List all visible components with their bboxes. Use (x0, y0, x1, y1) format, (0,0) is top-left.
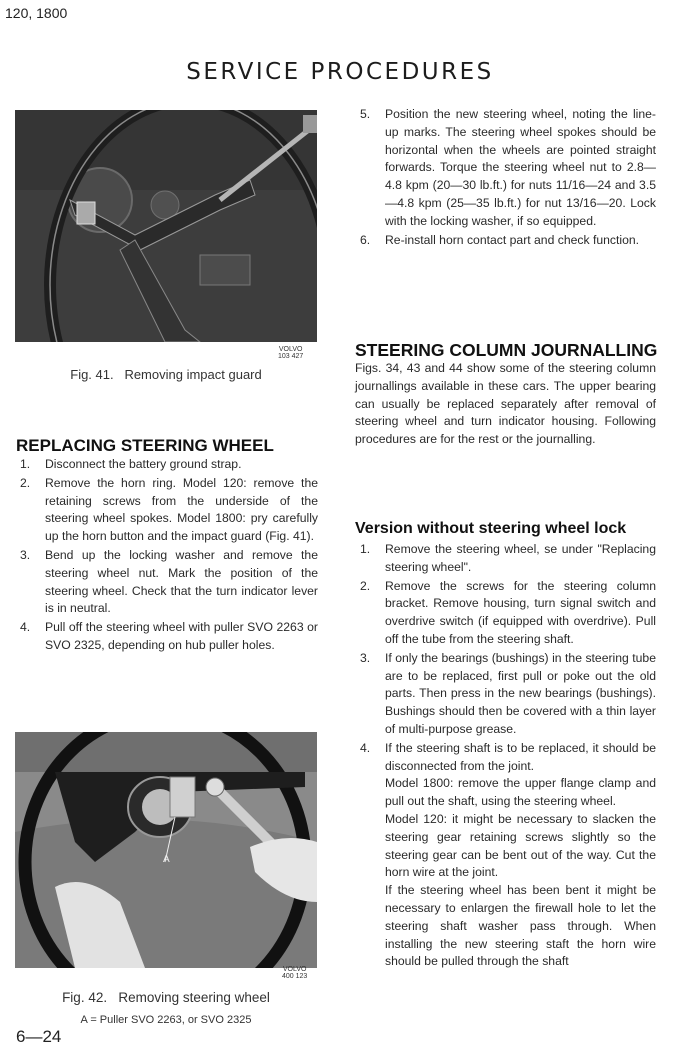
subheading-version-without-lock: Version without steering wheel lock (355, 520, 627, 537)
steering-wheel-impact-guard-illustration (15, 110, 317, 342)
section-heading-replacing-steering-wheel: REPLACING STEERING WHEEL (16, 436, 274, 455)
step-number: 4. (360, 740, 371, 755)
list-item (355, 650, 656, 739)
list-item (15, 475, 318, 546)
page-number: 6—24 (16, 1027, 62, 1046)
step-text: Position the new steering wheel, noting the line-up marks. The steering wheel spokes should be horizontal when the wheels are pointed straight forwards. Torque the steering wheel nut to 2.8—4.8 kpm (20—30 lb.ft.) for nuts 11/16—24 and 3.5—4.8 kpm (25—35 lb.ft.) for nut 13/16—20. Lock with the locking washer, if so equipped. (385, 107, 656, 228)
step-text: Remove the screws for the steering column bracket. Remove housing, turn signal switch and overdrive switch (if equipped with overdrive). Pull off the tube from the steering shaft. (385, 578, 656, 646)
list-item (355, 740, 656, 971)
figure-42-caption: Fig. 42. Removing steering wheel (62, 990, 270, 1005)
replacing-steps-list (15, 456, 318, 656)
step-number: 4. (20, 620, 31, 635)
reg-brand: VOLVO (278, 346, 303, 353)
reg-number: 400 123 (282, 973, 308, 980)
replacing-steps-list-continued (355, 106, 656, 250)
step-number: 3. (360, 650, 371, 665)
reg-number: 103 427 (278, 353, 304, 360)
step-text-bent-wheel: If the steering wheel has been bent it might be necessary to enlargen the firewall hole to let the steering shaft washer pass through. When installing the new steering staft the horn wire should be pulled through the shaft (385, 883, 656, 969)
step-text: If only the bearings (bushings) in the steering tube are to be replaced, first pull or poke out the old parts. Then press in the new bearings (bushings). Bushings should then be covered with a thin layer of multi-purpose grease. (385, 650, 656, 736)
step-number: 1. (20, 457, 31, 471)
step-text-model-1800: Model 1800: remove the upper flange clamp and pull out the shaft, using the steering wheel. (385, 776, 656, 809)
step-text: Bend up the locking washer and remove the steering wheel nut. Mark the position of the steering wheel. Check that the turn indicator lever is in neutral. (45, 547, 318, 616)
callout-label-a: A (163, 854, 170, 865)
model-designation: 120, 1800 (5, 5, 68, 21)
list-item (355, 578, 656, 649)
figure-42-registration (282, 966, 307, 980)
version-without-lock-steps-list (355, 541, 656, 972)
reg-brand: VOLVO (282, 966, 307, 973)
list-item (15, 547, 318, 618)
figure-41-photo (15, 110, 317, 342)
figure-41-caption: Fig. 41. Removing impact guard (70, 367, 262, 382)
step-text-model-120: Model 120: it might be necessary to slacken the steering gear retaining screws slightly so the steering gear can be bent out of the way. Cut the horn wire at the joint. (385, 811, 656, 880)
list-item (355, 106, 656, 231)
list-item (355, 541, 656, 577)
step-text: Remove the steering wheel, se under "Replacing steering wheel". (385, 542, 656, 574)
list-item (15, 456, 318, 474)
section-heading-steering-column-journalling: STEERING COLUMN JOURNALLING (355, 340, 658, 360)
journalling-intro-paragraph: Figs. 34, 43 and 44 show some of the steering column journallings available in these cars. The upper bearing can usually be replaced separately after removal of steering wheel and turn indicator housing. Following procedures are for the rest or the journalling. (355, 361, 656, 447)
step-number: 1. (360, 542, 371, 556)
figure-42-photo (15, 732, 317, 968)
list-item (355, 232, 656, 250)
figure-42-legend: A = Puller SVO 2263, or SVO 2325 (80, 1014, 252, 1026)
step-number: 6. (360, 232, 371, 247)
step-number: 2. (20, 475, 31, 490)
step-text: Disconnect the battery ground strap. (45, 457, 242, 471)
step-number: 5. (360, 107, 371, 121)
step-text: If the steering shaft is to be replaced, it should be disconnected from the joint. (385, 740, 656, 773)
step-number: 3. (20, 547, 31, 562)
step-number: 2. (360, 578, 371, 593)
list-item (15, 619, 318, 655)
step-text: Re-install horn contact part and check function. (385, 232, 640, 247)
page-title: SERVICE PROCEDURES (186, 59, 494, 86)
step-text: Pull off the steering wheel with puller SVO 2263 or SVO 2325, depending on hub puller holes. (45, 620, 318, 652)
figure-41-registration (278, 346, 303, 360)
step-text: Remove the horn ring. Model 120: remove the retaining screws from the underside of the steering wheel spokes. Model 1800: pry carefully up the horn button and the impact guard (Fig. 41). (45, 475, 318, 544)
steering-wheel-puller-illustration (15, 732, 317, 968)
